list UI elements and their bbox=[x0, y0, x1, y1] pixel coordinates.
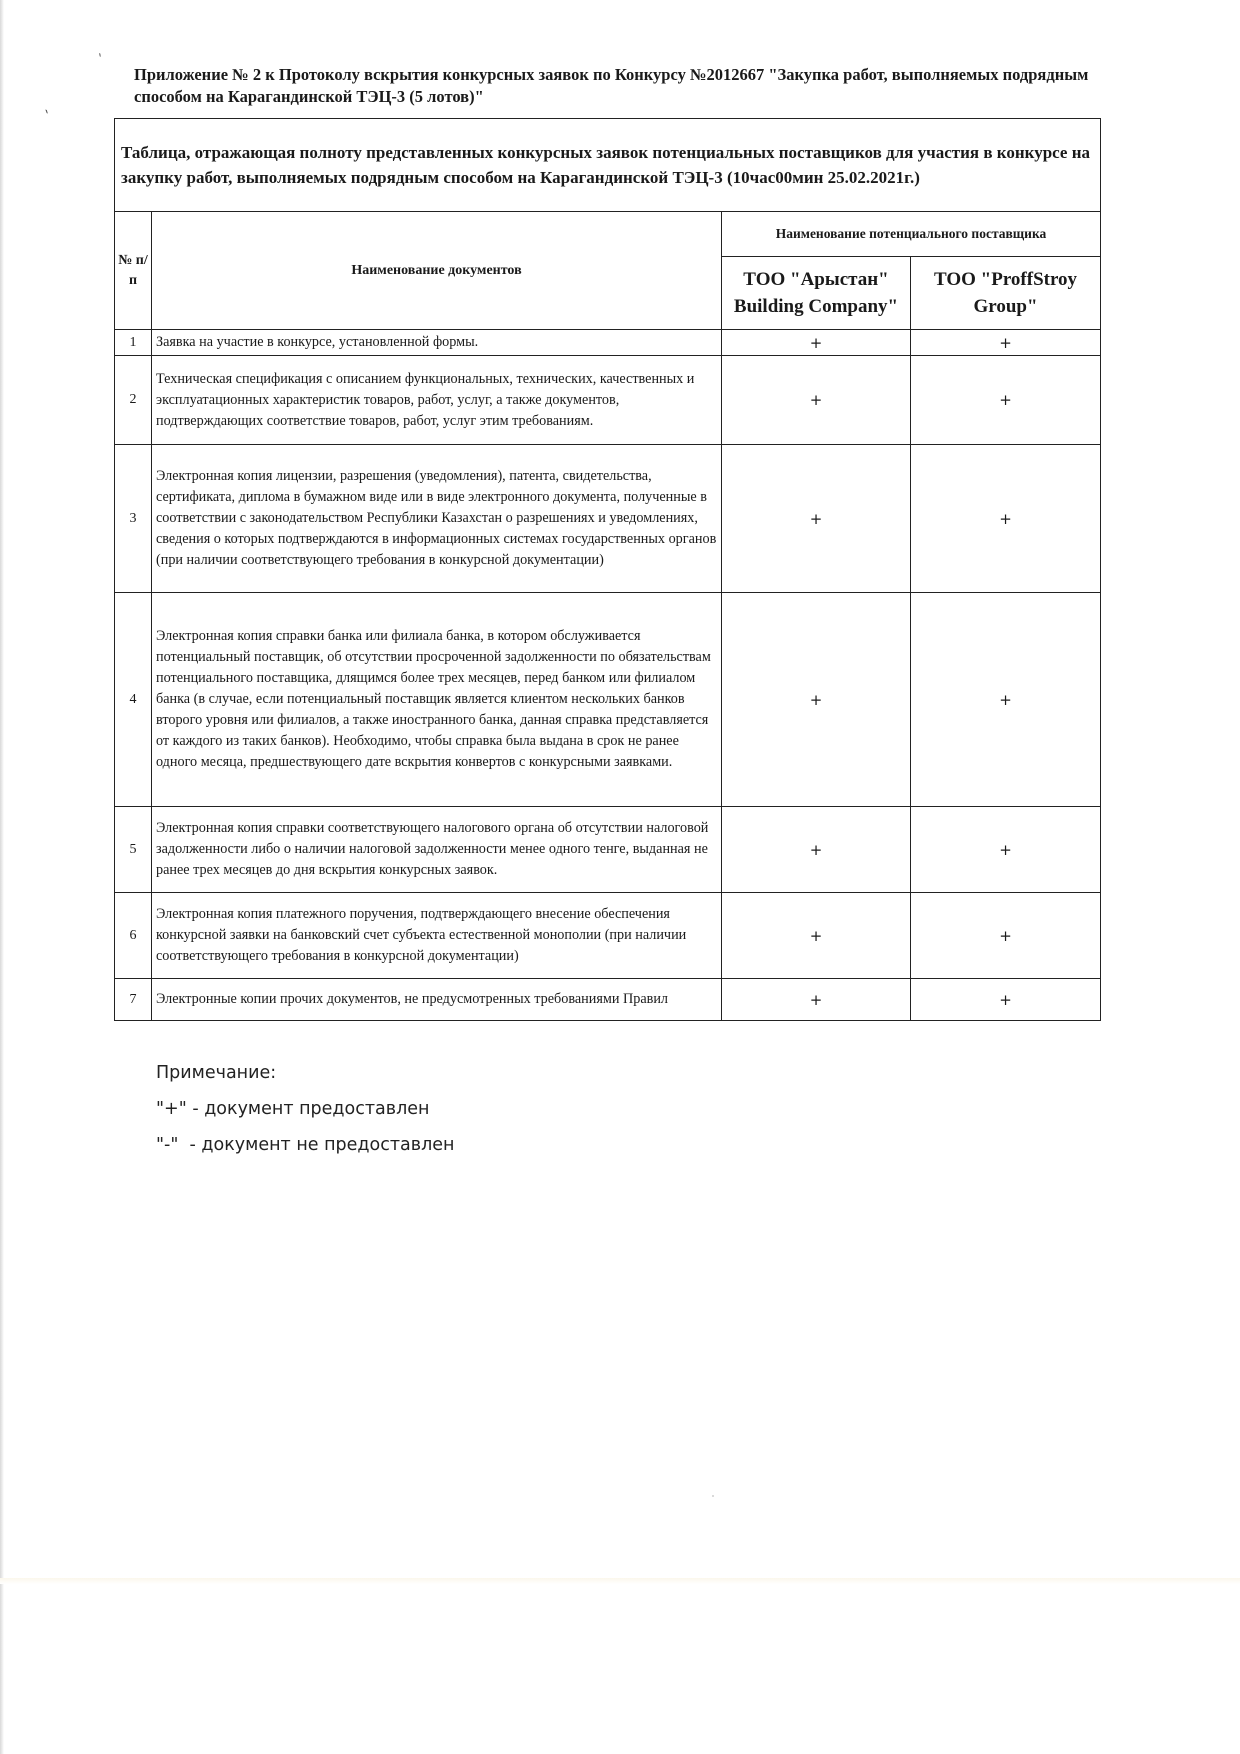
row-number: 3 bbox=[115, 445, 152, 593]
mark-arystan: + bbox=[722, 356, 911, 445]
mark-proffstroy: + bbox=[911, 893, 1101, 979]
column-header-supplier: Наименование потенциального поставщика bbox=[722, 212, 1101, 257]
row-number: 7 bbox=[115, 979, 152, 1021]
mark-proffstroy: + bbox=[911, 330, 1101, 356]
document-name: Электронная копия платежного поручения, подтверждающего внесение обеспечения конкурсной заявки на банковский счет субъекта естественной монополии (при наличии соответствующего требования в конкурсной документации) bbox=[152, 893, 722, 979]
mark-arystan: + bbox=[722, 979, 911, 1021]
table-row bbox=[115, 330, 1101, 356]
mark-proffstroy: + bbox=[911, 979, 1101, 1021]
note-minus: "-" - документ не предоставлен bbox=[156, 1135, 455, 1155]
completeness-table bbox=[114, 118, 1101, 1021]
scan-mark: ˎ bbox=[42, 94, 58, 115]
document-name: Техническая спецификация с описанием функциональных, технических, качественных и эксплуатационных характеристик товаров, работ, услуг, а также документов, подтверждающих соответствие товаров, работ, услуг этим требованиям. bbox=[152, 356, 722, 445]
table-row bbox=[115, 979, 1101, 1021]
table-caption: Таблица, отражающая полноту представленных конкурсных заявок потенциальных поставщиков для участия в конкурсе на закупку работ, выполняемых подрядным способом на Карагандинской ТЭЦ-3 (10час00мин 25.02.2021г.) bbox=[115, 119, 1101, 212]
mark-proffstroy: + bbox=[911, 807, 1101, 893]
mark-proffstroy: + bbox=[911, 356, 1101, 445]
row-number: 5 bbox=[115, 807, 152, 893]
mark-proffstroy: + bbox=[911, 445, 1101, 593]
table-caption-row bbox=[115, 119, 1101, 212]
row-number: 6 bbox=[115, 893, 152, 979]
scan-speck bbox=[712, 1495, 714, 1497]
column-header-number: № п/п bbox=[115, 212, 152, 330]
mark-arystan: + bbox=[722, 330, 911, 356]
mark-arystan: + bbox=[722, 893, 911, 979]
document-name: Электронная копия лицензии, разрешения (уведомления), патента, свидетельства, сертификата, диплома в бумажном виде или в виде электронного документа, полученные в соответствии с законодательством Республики Казахстан о разрешениях и уведомлениях, сведения о которых подтверждаются в информационных системах государственных органов (при наличии соответствующего требования в конкурсной документации) bbox=[152, 445, 722, 593]
company-header-proffstroy: ТОО "ProffStroy Group" bbox=[911, 257, 1101, 330]
notes-title: Примечание: bbox=[156, 1063, 277, 1083]
row-number: 1 bbox=[115, 330, 152, 356]
mark-arystan: + bbox=[722, 807, 911, 893]
appendix-heading: Приложение № 2 к Протоколу вскрытия конкурсных заявок по Конкурсу №2012667 "Закупка работ, выполняемых подрядным способом на Карагандинской ТЭЦ-3 (5 лотов)" bbox=[134, 65, 1089, 106]
document-name: Заявка на участие в конкурсе, установленной формы. bbox=[152, 330, 722, 356]
row-number: 2 bbox=[115, 356, 152, 445]
document-name: Электронная копия справки соответствующего налогового органа об отсутствии налоговой задолженности либо о наличии налоговой задолженности менее одного тенге, выданная не ранее трех месяцев до дня вскрытия конкурсных заявок. bbox=[152, 807, 722, 893]
mark-proffstroy: + bbox=[911, 593, 1101, 807]
table-row bbox=[115, 356, 1101, 445]
company-header-arystan: ТОО "Арыстан" Building Company" bbox=[722, 257, 911, 330]
document-name: Электронная копия справки банка или филиала банка, в котором обслуживается потенциальный поставщик, об отсутствии просроченной задолженности по обязательствам потенциального поставщика, длящимся более трех месяцев, перед банком или филиалом банка (в случае, если потенциальный поставщик является клиентом нескольких банков второго уровня или филиалов, а также иностранного банка, данная справка представляется от каждого из таких банков). Необходимо, чтобы справка была выдана в срок не ранее одного месяца, предшествующего дате вскрытия конвертов с конкурсными заявками. bbox=[152, 593, 722, 807]
table-row bbox=[115, 807, 1101, 893]
notes-section bbox=[156, 1055, 454, 1163]
scan-mark: ˎ bbox=[96, 41, 111, 59]
mark-arystan: + bbox=[722, 593, 911, 807]
scan-edge bbox=[0, 0, 4, 1754]
scan-stain bbox=[0, 1578, 1240, 1584]
table-row bbox=[115, 445, 1101, 593]
column-header-documents: Наименование документов bbox=[152, 212, 722, 330]
document-name: Электронные копии прочих документов, не предусмотренных требованиями Правил bbox=[152, 979, 722, 1021]
note-plus: "+" - документ предоставлен bbox=[156, 1099, 430, 1119]
mark-arystan: + bbox=[722, 445, 911, 593]
header-row bbox=[115, 212, 1101, 257]
table-row bbox=[115, 893, 1101, 979]
table-row bbox=[115, 593, 1101, 807]
row-number: 4 bbox=[115, 593, 152, 807]
